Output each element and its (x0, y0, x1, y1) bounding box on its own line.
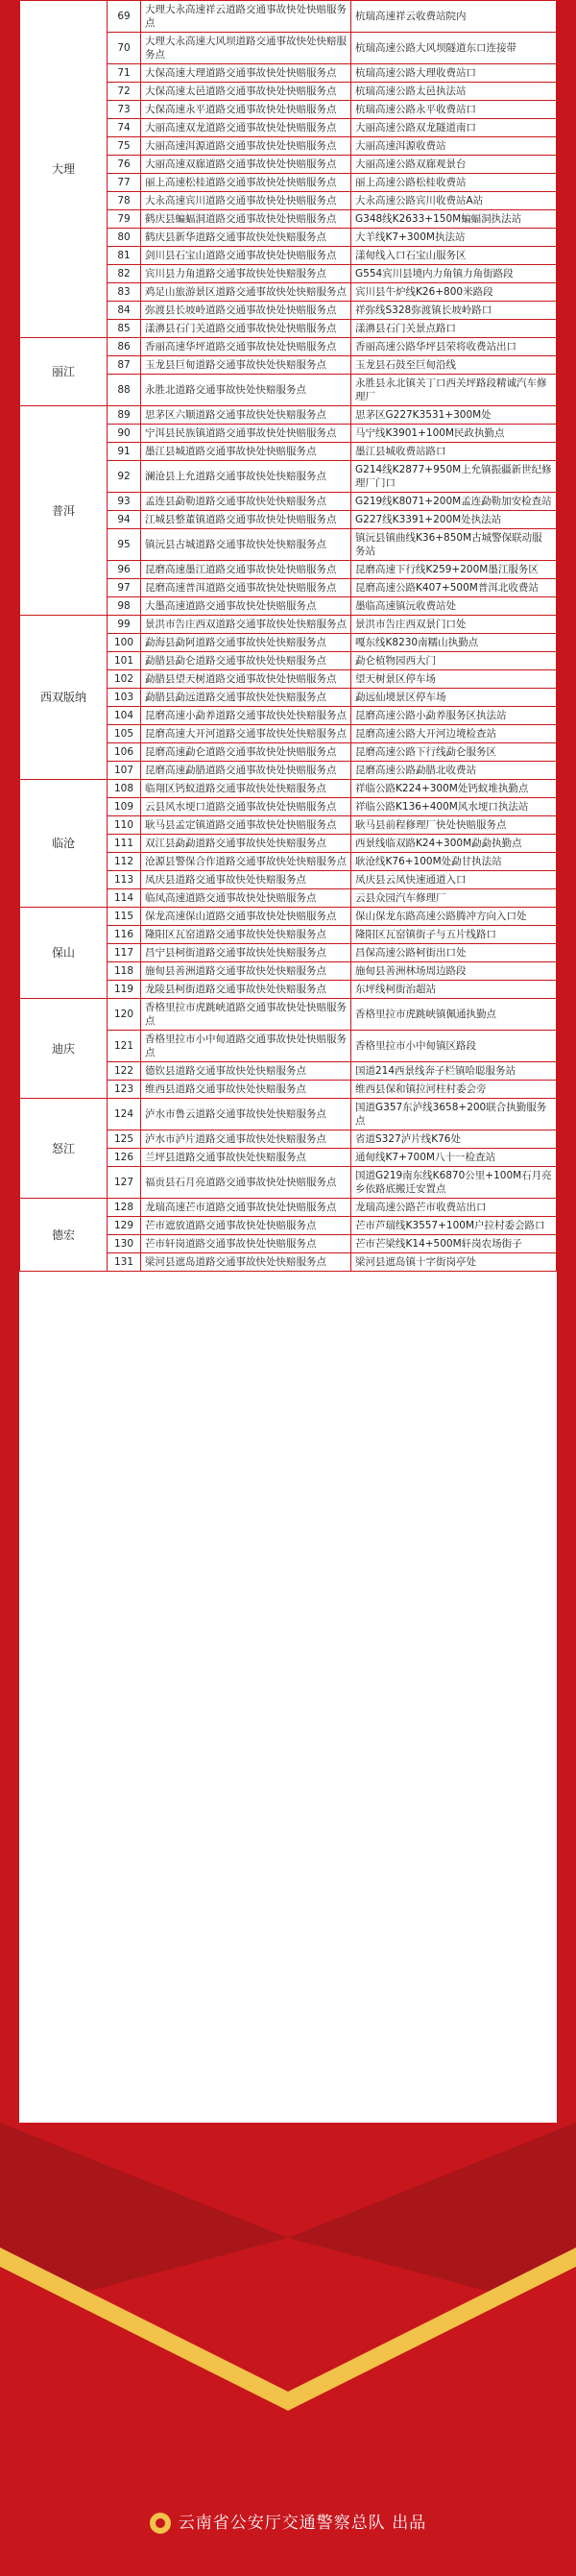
row-number: 106 (108, 743, 141, 762)
service-point-name: 香丽高速华坪道路交通事故快处快赔服务点 (141, 338, 351, 356)
row-number: 104 (108, 707, 141, 725)
row-number: 130 (108, 1235, 141, 1253)
service-point-name: 大保高速太邑道路交通事故快处快赔服务点 (141, 83, 351, 101)
service-point-table (19, 0, 557, 1272)
service-point-location: 昌保高速公路柯街出口处 (351, 944, 557, 962)
row-number: 86 (108, 338, 141, 356)
row-number: 122 (108, 1062, 141, 1081)
service-point-name: 勐腊县勐仑道路交通事故快处快赔服务点 (141, 652, 351, 670)
row-number: 78 (108, 192, 141, 210)
row-number: 105 (108, 725, 141, 743)
row-number: 72 (108, 83, 141, 101)
row-number: 120 (108, 999, 141, 1031)
row-number: 125 (108, 1130, 141, 1149)
row-number: 91 (108, 443, 141, 461)
service-point-name: 昆磨高速勐仑道路交通事故快处快赔服务点 (141, 743, 351, 762)
region-cell: 保山 (20, 908, 108, 999)
row-number: 96 (108, 561, 141, 579)
service-point-location: 大丽高速洱源收费站 (351, 137, 557, 156)
service-point-location: G214线K2877+950M上允镇振疆新世纪修理厂门口 (351, 461, 557, 493)
service-point-location: 昆磨高速公路K407+500M普洱北收费站 (351, 579, 557, 597)
row-number: 88 (108, 375, 141, 406)
region-cell: 迪庆 (20, 999, 108, 1099)
service-point-name: 弥渡县长坡岭道路交通事故快处快赔服务点 (141, 302, 351, 320)
row-number: 97 (108, 579, 141, 597)
region-cell: 普洱 (20, 406, 108, 616)
service-point-name: 昌宁县柯街道路交通事故快处快赔服务点 (141, 944, 351, 962)
service-point-location: G554宾川县境内力角镇力角街路段 (351, 265, 557, 283)
service-point-name: 大丽高速双廊道路交通事故快处快赔服务点 (141, 156, 351, 174)
service-point-name: 宁洱县民族镇道路交通事故快处快赔服务点 (141, 425, 351, 443)
service-point-location: 耿马县前程修理厂快处快赔服务点 (351, 816, 557, 835)
row-number: 128 (108, 1199, 141, 1217)
row-number: 87 (108, 356, 141, 375)
row-number: 84 (108, 302, 141, 320)
row-number: 127 (108, 1167, 141, 1199)
row-number: 108 (108, 780, 141, 798)
table-row (20, 1, 557, 33)
row-number: 111 (108, 835, 141, 853)
service-point-name: 临凤高速道路交通事故快处快赔服务点 (141, 889, 351, 908)
row-number: 119 (108, 981, 141, 999)
row-number: 107 (108, 762, 141, 780)
row-number: 85 (108, 320, 141, 338)
service-point-location: 施甸县善洲林场周边路段 (351, 962, 557, 981)
region-cell: 丽江 (20, 338, 108, 406)
row-number: 74 (108, 119, 141, 137)
service-point-name: 鸡足山旅游景区道路交通事故快处快赔服务点 (141, 283, 351, 302)
service-point-location: 省道S327泸片线K76处 (351, 1130, 557, 1149)
service-point-name: 保龙高速保山道路交通事故快处快赔服务点 (141, 908, 351, 926)
service-point-location: 大丽高速公路双龙隧道南口 (351, 119, 557, 137)
service-point-location: 玉龙县石鼓至巨甸沿线 (351, 356, 557, 375)
row-number: 114 (108, 889, 141, 908)
row-number: 118 (108, 962, 141, 981)
service-point-location: 国道214西景线奔子栏镇哈聪服务站 (351, 1062, 557, 1081)
service-point-location: 芒市芒梁线K14+500M轩岗农场街子 (351, 1235, 557, 1253)
service-point-name: 大丽高速双龙道路交通事故快处快赔服务点 (141, 119, 351, 137)
service-point-location: 望天树景区停车场 (351, 670, 557, 689)
row-number: 90 (108, 425, 141, 443)
service-point-name: 耿马县孟定镇道路交通事故快处快赔服务点 (141, 816, 351, 835)
table-row (20, 780, 557, 798)
service-point-name: 双江县勐勐道路交通事故快处快赔服务点 (141, 835, 351, 853)
service-point-name: 玉龙县巨甸道路交通事故快处快赔服务点 (141, 356, 351, 375)
service-point-name: 隆阳区瓦窑道路交通事故快处快赔服务点 (141, 926, 351, 944)
row-number: 70 (108, 33, 141, 64)
row-number: 92 (108, 461, 141, 493)
region-cell: 大理 (20, 1, 108, 338)
row-number: 77 (108, 174, 141, 192)
service-point-name: 香格里拉市小中甸道路交通事故快处快赔服务点 (141, 1031, 351, 1062)
service-point-name: 泸水市泸片道路交通事故快处快赔服务点 (141, 1130, 351, 1149)
service-point-location: 镇沅县镇曲线K36+850M古城警保联动服务站 (351, 529, 557, 561)
service-point-name: 梁河县遮岛道路交通事故快处快赔服务点 (141, 1253, 351, 1272)
region-cell: 临沧 (20, 780, 108, 908)
row-number: 101 (108, 652, 141, 670)
service-point-location: 勐远仙境景区停车场 (351, 689, 557, 707)
row-number: 98 (108, 597, 141, 616)
service-point-name: 勐腊县勐远道路交通事故快处快赔服务点 (141, 689, 351, 707)
service-point-name: 兰坪县道路交通事故快处快赔服务点 (141, 1149, 351, 1167)
service-point-name: 宾川县力角道路交通事故快处快赔服务点 (141, 265, 351, 283)
service-point-location: 保山保龙东路高速公路腾冲方向入口处 (351, 908, 557, 926)
row-number: 73 (108, 101, 141, 119)
service-point-name: 昆磨高速普洱道路交通事故快处快赔服务点 (141, 579, 351, 597)
police-emblem-icon (150, 2513, 171, 2534)
service-point-location: 嘎东线K8230南糯山执勤点 (351, 634, 557, 652)
row-number: 76 (108, 156, 141, 174)
service-point-location: 宾川县牛炉线K26+800米路段 (351, 283, 557, 302)
service-point-name: 昆磨高速大开河道路交通事故快处快赔服务点 (141, 725, 351, 743)
service-point-name: 江城县整董镇道路交通事故快处快赔服务点 (141, 511, 351, 529)
row-number: 99 (108, 616, 141, 634)
service-point-name: 永胜北道路交通事故快处快赔服务点 (141, 375, 351, 406)
row-number: 100 (108, 634, 141, 652)
footer-text: 云南省公安厅交通警察总队 出品 (178, 2514, 427, 2533)
service-point-name: 云县风水埂口道路交通事故快处快赔服务点 (141, 798, 351, 816)
service-point-location: 墨江县城收费站路口 (351, 443, 557, 461)
service-point-location: 维西县保和镇拉河柱村委会旁 (351, 1081, 557, 1099)
row-number: 79 (108, 210, 141, 229)
service-point-name: 昆磨高速小勐养道路交通事故快处快赔服务点 (141, 707, 351, 725)
row-number: 75 (108, 137, 141, 156)
row-number: 83 (108, 283, 141, 302)
service-point-name: 镇沅县古城道路交通事故快处快赔服务点 (141, 529, 351, 561)
row-number: 126 (108, 1149, 141, 1167)
service-point-location: 祥弥线S328弥渡镇长坡岭路口 (351, 302, 557, 320)
region-cell: 西双版纳 (20, 616, 108, 780)
service-point-location: 龙瑞高速公路芒市收费站出口 (351, 1199, 557, 1217)
service-point-location: 永胜县永北镇关丁口西关坪路段精诚汽车修理厂 (351, 375, 557, 406)
service-point-name: 勐腊县望天树道路交通事故快处快赔服务点 (141, 670, 351, 689)
service-point-location: 马宁线K3901+100M民政执勤点 (351, 425, 557, 443)
row-number: 93 (108, 493, 141, 511)
service-point-name: 临翔区钙蚁道路交通事故快处快赔服务点 (141, 780, 351, 798)
region-cell: 德宏 (20, 1199, 108, 1272)
service-point-name: 大丽高速洱源道路交通事故快处快赔服务点 (141, 137, 351, 156)
service-point-name: 福贡县石月亮道路交通事故快处快赔服务点 (141, 1167, 351, 1199)
service-point-name: 丽上高速松桂道路交通事故快处快赔服务点 (141, 174, 351, 192)
service-point-location: 大丽高速公路双廊观景台 (351, 156, 557, 174)
row-number: 131 (108, 1253, 141, 1272)
row-number: 113 (108, 871, 141, 889)
service-point-location: 国道G219南东线K6870公里+100M石月亮乡依路底搬迁安置点 (351, 1167, 557, 1199)
row-number: 129 (108, 1217, 141, 1235)
service-point-name: 龙瑞高速芒市道路交通事故快处快赔服务点 (141, 1199, 351, 1217)
service-point-location: 景洪市告庄西双景门口处 (351, 616, 557, 634)
service-point-location: 通甸线K7+700M八十一检查站 (351, 1149, 557, 1167)
service-point-name: 施甸县善洲道路交通事故快处快赔服务点 (141, 962, 351, 981)
service-point-name: 漾濞县石门关道路交通事故快处快赔服务点 (141, 320, 351, 338)
region-cell: 怒江 (20, 1099, 108, 1199)
service-point-name: 芒市轩岗道路交通事故快处快赔服务点 (141, 1235, 351, 1253)
service-point-name: 剑川县石宝山道路交通事故快处快赔服务点 (141, 247, 351, 265)
row-number: 69 (108, 1, 141, 33)
service-point-location: 杭瑞高速公路大风坝隧道东口连接带 (351, 33, 557, 64)
row-number: 102 (108, 670, 141, 689)
service-point-location: 漾甸线入口石宝山服务区 (351, 247, 557, 265)
service-point-name: 大墨高速道路交通事故快处快赔服务点 (141, 597, 351, 616)
service-point-name: 凤庆县道路交通事故快处快赔服务点 (141, 871, 351, 889)
service-point-location: 香丽高速公路华坪县荣将收费站出口 (351, 338, 557, 356)
table-row (20, 999, 557, 1031)
service-point-name: 鹤庆县蝙蝠洞道路交通事故快处快赔服务点 (141, 210, 351, 229)
service-point-location: 芒市芦瑞线K3557+100M户拉村委会路口 (351, 1217, 557, 1235)
row-number: 71 (108, 64, 141, 83)
service-point-location: 大永高速公路宾川收费站A站 (351, 192, 557, 210)
table-row (20, 908, 557, 926)
row-number: 95 (108, 529, 141, 561)
row-number: 81 (108, 247, 141, 265)
service-point-location: 祥临公路K224+300M处钙蚁堆执勤点 (351, 780, 557, 798)
row-number: 80 (108, 229, 141, 247)
service-point-name: 大理大永高速祥云道路交通事故快处快赔服务点 (141, 1, 351, 33)
service-point-location: 凤庆县云凤快速通道入口 (351, 871, 557, 889)
row-number: 117 (108, 944, 141, 962)
row-number: 82 (108, 265, 141, 283)
service-point-location: 思茅区G227K3531+300M处 (351, 406, 557, 425)
table-row (20, 616, 557, 634)
service-point-location: G219线K8071+200M孟连勐勒加安检查站 (351, 493, 557, 511)
service-point-location: 昆磨高速公路小勐养服务区执法站 (351, 707, 557, 725)
row-number: 115 (108, 908, 141, 926)
service-point-name: 昆磨高速勐腊道路交通事故快处快赔服务点 (141, 762, 351, 780)
footer-credit (0, 2509, 576, 2534)
row-number: 121 (108, 1031, 141, 1062)
service-point-location: 耿沧线K76+100M处勐甘执法站 (351, 853, 557, 871)
service-point-location: 杭瑞高速祥云收费站院内 (351, 1, 557, 33)
row-number: 94 (108, 511, 141, 529)
service-point-name: 勐海县勐阿道路交通事故快处快赔服务点 (141, 634, 351, 652)
service-point-name: 景洪市告庄西双道路交通事故快处快赔服务点 (141, 616, 351, 634)
service-point-location: 隆阳区瓦窑镇街子与五片线路口 (351, 926, 557, 944)
service-point-location: 勐仑植物园西大门 (351, 652, 557, 670)
service-point-name: 鹤庆县新华道路交通事故快处快赔服务点 (141, 229, 351, 247)
service-point-location: 杭瑞高速公路永平收费站口 (351, 101, 557, 119)
service-point-name: 孟连县勐勒道路交通事故快处快赔服务点 (141, 493, 351, 511)
service-point-location: 杭瑞高速公路大理收费站口 (351, 64, 557, 83)
service-point-location: 西景线临双路K24+300M勐勐执勤点 (351, 835, 557, 853)
service-point-location: 漾濞县石门关景点路口 (351, 320, 557, 338)
service-point-name: 沧源县警保合作道路交通事故快处快赔服务点 (141, 853, 351, 871)
row-number: 124 (108, 1099, 141, 1130)
service-point-location: G348线K2633+150M蝙蝠洞执法站 (351, 210, 557, 229)
service-point-location: 昆磨高速下行线K259+200M墨江服务区 (351, 561, 557, 579)
row-number: 109 (108, 798, 141, 816)
table-row (20, 1099, 557, 1130)
service-point-name: 维西县道路交通事故快处快赔服务点 (141, 1081, 351, 1099)
service-point-name: 泸水市鲁云道路交通事故快处快赔服务点 (141, 1099, 351, 1130)
row-number: 103 (108, 689, 141, 707)
row-number: 110 (108, 816, 141, 835)
service-point-name: 思茅区六顺道路交通事故快处快赔服务点 (141, 406, 351, 425)
service-point-name: 墨江县城道路交通事故快处快赔服务点 (141, 443, 351, 461)
row-number: 112 (108, 853, 141, 871)
table-row (20, 406, 557, 425)
service-point-location: 云县众园汽车修理厂 (351, 889, 557, 908)
service-point-location: 昆磨高速公路大开河边境检查站 (351, 725, 557, 743)
row-number: 116 (108, 926, 141, 944)
service-point-location: 大羊线K7+300M执法站 (351, 229, 557, 247)
row-number: 89 (108, 406, 141, 425)
service-point-location: 丽上高速公路松桂收费站 (351, 174, 557, 192)
service-point-name: 大保高速大理道路交通事故快处快赔服务点 (141, 64, 351, 83)
service-point-location: 杭瑞高速公路太邑执法站 (351, 83, 557, 101)
service-point-location: 昆磨高速公路勐腊北收费站 (351, 762, 557, 780)
row-number: 123 (108, 1081, 141, 1099)
service-point-location: 东坪线柯街治超站 (351, 981, 557, 999)
service-point-location: 国道G357东泸线3658+200联合执勤服务点 (351, 1099, 557, 1130)
service-point-location: G227线K3391+200M处执法站 (351, 511, 557, 529)
service-point-location: 香格里拉市小中甸镇区路段 (351, 1031, 557, 1062)
service-point-name: 德钦县道路交通事故快处快赔服务点 (141, 1062, 351, 1081)
service-point-name: 芒市遮放道路交通事故快处快赔服务点 (141, 1217, 351, 1235)
service-point-name: 大保高速永平道路交通事故快处快赔服务点 (141, 101, 351, 119)
service-point-name: 澜沧县上允道路交通事故快处快赔服务点 (141, 461, 351, 493)
service-point-name: 大理大永高速大风坝道路交通事故快处快赔服务点 (141, 33, 351, 64)
service-point-name: 香格里拉市虎跳峡道路交通事故快处快赔服务点 (141, 999, 351, 1031)
service-point-location: 昆磨高速公路下行线勐仑服务区 (351, 743, 557, 762)
service-point-location: 香格里拉市虎跳峡镇佩通执勤点 (351, 999, 557, 1031)
table-row (20, 338, 557, 356)
service-point-location: 墨临高速镇沅收费站处 (351, 597, 557, 616)
table-frame (19, 0, 557, 2123)
table-row (20, 1199, 557, 1217)
service-point-name: 昆磨高速墨江道路交通事故快处快赔服务点 (141, 561, 351, 579)
service-point-location: 梁河县遮岛镇十字街岗亭处 (351, 1253, 557, 1272)
service-point-name: 龙陵县柯街道路交通事故快处快赔服务点 (141, 981, 351, 999)
service-point-name: 大永高速宾川道路交通事故快处快赔服务点 (141, 192, 351, 210)
service-point-location: 祥临公路K136+400M风水埂口执法站 (351, 798, 557, 816)
